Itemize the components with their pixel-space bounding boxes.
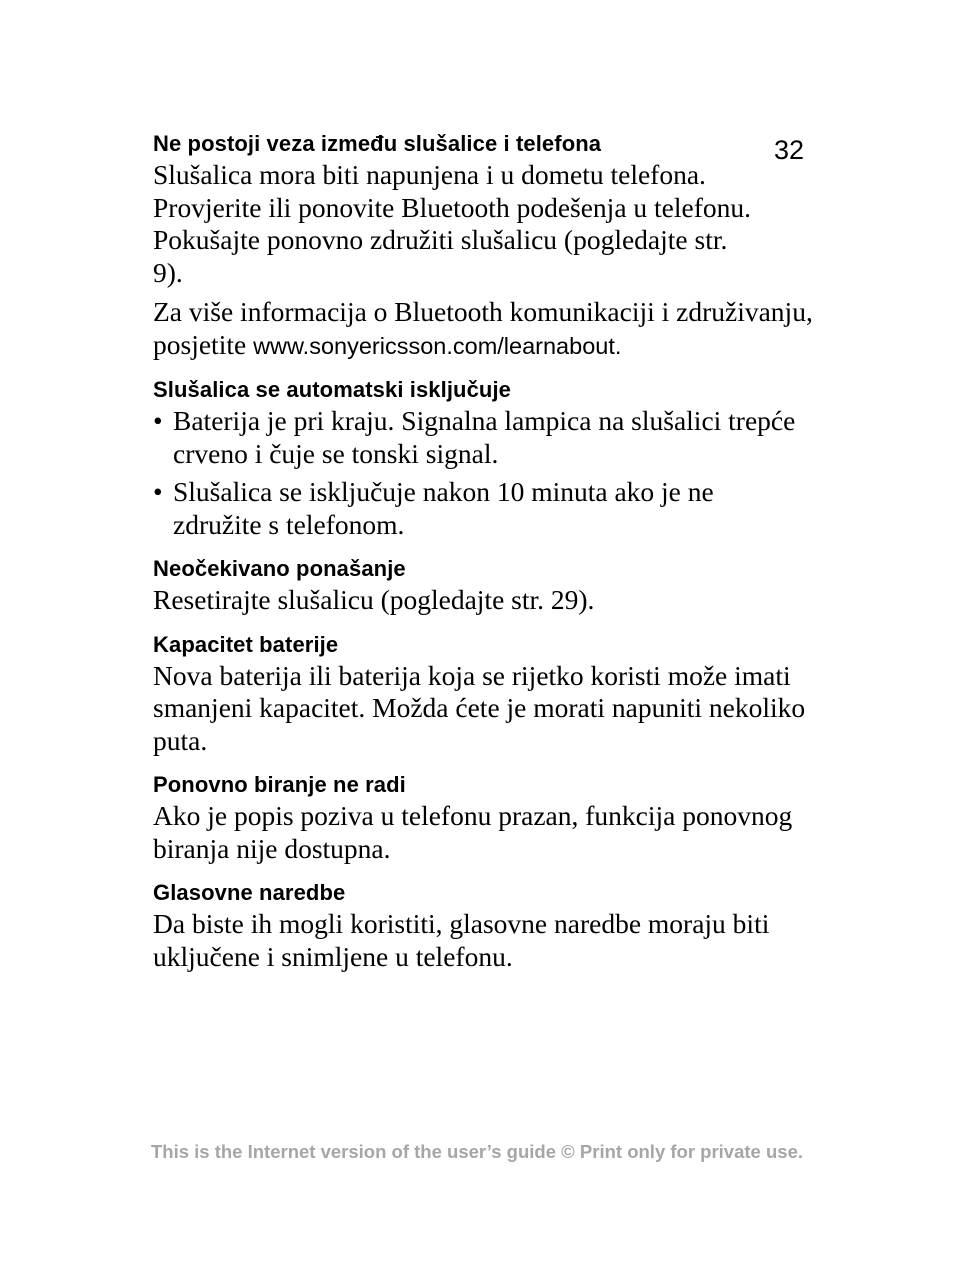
section-paragraph: Da biste ih mogli koristiti, glasovne naredbe moraju biti uključene i snimljene u telefonu. [153,908,770,972]
section-paragraph: Ako je popis poziva u telefonu prazan, funkcija ponovnog biranja nije dostupna. [153,800,793,864]
section-heading: Ponovno biranje ne radi [153,772,406,797]
more-info-text: Za više informacija o Bluetooth komunikaciji i združivanju, posjetite [153,296,813,360]
bullet-icon: • [153,476,163,507]
bullet-list [153,405,833,541]
section-heading: Slušalica se automatski isključuje [153,377,512,402]
section-redial [153,770,833,865]
page-number: 32 [774,135,805,165]
page-content [153,129,833,973]
list-item-text: Baterija je pri kraju. Signalna lampica na slušalici trepće crveno i čuje se tonski signal. [173,405,796,469]
footer-note: This is the Internet version of the user’s guide © Print only for private use. [150,1141,803,1162]
section-auto-off [153,375,833,541]
list-item [153,405,833,470]
section-heading: Ne postoji veza između slušalice i telefona [153,131,602,156]
bullet-icon: • [153,405,163,436]
section-paragraph: Resetirajte slušalicu (pogledajte str. 29). [153,584,595,615]
section-connection [153,129,833,362]
list-item-text: Slušalica se isključuje nakon 10 minuta ako je ne združite s telefonom. [173,476,714,540]
section-paragraph: Nova baterija ili baterija koja se rijetko koristi može imati smanjeni kapacitet. Možda ćete je morati napuniti nekoliko puta. [153,659,806,756]
learnabout-link[interactable]: www.sonyericsson.com/learnabout. [253,332,622,359]
section-heading: Kapacitet baterije [153,631,339,657]
section-heading: Glasovne naredbe [153,880,346,905]
section-heading: Neočekivano ponašanje [153,556,406,581]
list-item [153,476,833,541]
section-voice-commands [153,878,833,973]
section-unexpected-behaviour [153,554,833,617]
section-paragraph-more-info [153,296,833,362]
section-battery-capacity [153,630,833,758]
section-paragraph: Slušalica mora biti napunjena i u dometu telefona. Provjerite ili ponovite Bluetooth podešenja u telefonu. Pokušajte ponovno združiti slušalicu (pogledajte str. 9). [153,159,752,288]
